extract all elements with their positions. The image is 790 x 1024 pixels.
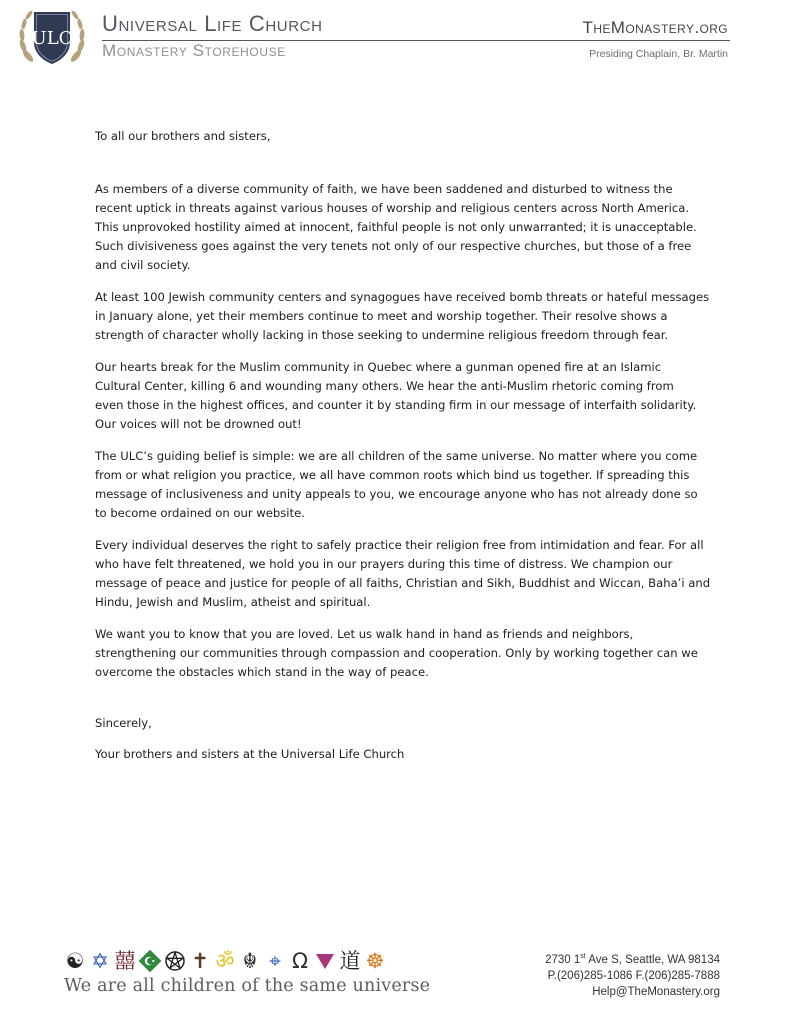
latin-cross-icon: ✝ [191, 948, 209, 973]
star-of-david-icon: ✡ [91, 948, 109, 973]
paragraph: We want you to know that you are loved. Let us walk hand in hand as friends and neighbors, strengthening our communities through compassion and cooperation. Only by working together can we overcome the obstacles which stand in the way of peace. [95, 627, 698, 679]
yin-yang-icon: ☯ [65, 948, 85, 973]
om-icon: ॐ [215, 948, 235, 973]
presiding-chaplain: Presiding Chaplain, Br. Martin [589, 48, 728, 60]
email-address: Help@TheMonastery.org [592, 985, 720, 998]
humanist-icon: ⌖ [269, 948, 281, 973]
site-name: TheMonastery.org [582, 18, 728, 37]
tagline: We are all children of the same universe [64, 976, 431, 996]
paragraph: As members of a diverse community of faith, we have been saddened and disturbed to witness the recent uptick in threats against various houses of worship and religious centers across North America. This unprovoked hostility aimed at innocent, faithful people is not only unwarranted; it is unacceptable. Such divisiveness goes against the very tenets not only of our respective churches, but those of a free and civil society. [95, 182, 697, 272]
paragraph: The ULC’s guiding belief is simple: we are all children of the same universe. No matter where you come from or what religion you practice, we all have common roots which bind us together. If spreading this message of inclusiveness and unity appeals to you, we encourage anyone who has not already done so to become ordained on our website. [95, 449, 698, 520]
paragraph: Every individual deserves the right to safely practice their religion free from intimidation and fear. For all who have felt threatened, we hold you in our prayers during this time of distress. We champion our message of peace and justice for people of all faiths, Christian and Sikh, Buddhist and Wiccan, Baha’i and Hindu, Jewish and Muslim, atheist and spiritual. [95, 538, 711, 609]
pink-triangle-icon [314, 949, 336, 973]
street-address: 2730 1st Ave S, Seattle, WA 98134 [545, 953, 720, 966]
signature: Your brothers and sisters at the Universal Life Church [95, 747, 405, 761]
org-subtitle: Monastery Storehouse [102, 41, 286, 60]
dao-character-icon: 道 [339, 948, 361, 973]
org-name: Universal Life Church [102, 11, 323, 36]
laurel-shield-icon [14, 6, 90, 68]
salutation: To all our brothers and sisters, [95, 129, 271, 143]
paragraph: Our hearts break for the Muslim community in Quebec where a gunman opened fire at an Islamic Cultural Center, killing 6 and wounding many others. We hear the anti-Muslim rhetoric coming from even those in the highest offices, and counter it by standing firm in our message of interfaith solidarity. Our voices will not be drowned out! [95, 360, 697, 431]
pentacle-icon [164, 949, 186, 973]
ulc-logo [14, 6, 90, 68]
logo-monogram: ULC [31, 28, 73, 49]
phone-fax: P.(206)285-1086 F.(206)285-7888 [547, 969, 720, 982]
dharma-wheel-icon: ☸ [365, 948, 385, 973]
double-happiness-icon: 囍 [114, 948, 136, 973]
contact-block [545, 949, 720, 1000]
interfaith-symbols [64, 948, 386, 974]
khanda-icon: ☬ [242, 948, 258, 973]
letter-body [95, 127, 725, 777]
star-and-crescent-icon [139, 949, 161, 973]
paragraph: At least 100 Jewish community centers and synagogues have received bomb threats or hateful messages in January alone, yet their members continue to meet and worship together. Their resolve shows a strength of character wholly lacking in those seeking to undermine religious freedom through fear. [95, 290, 710, 342]
omega-icon: Ω [291, 948, 309, 973]
closing: Sincerely, [95, 716, 152, 730]
